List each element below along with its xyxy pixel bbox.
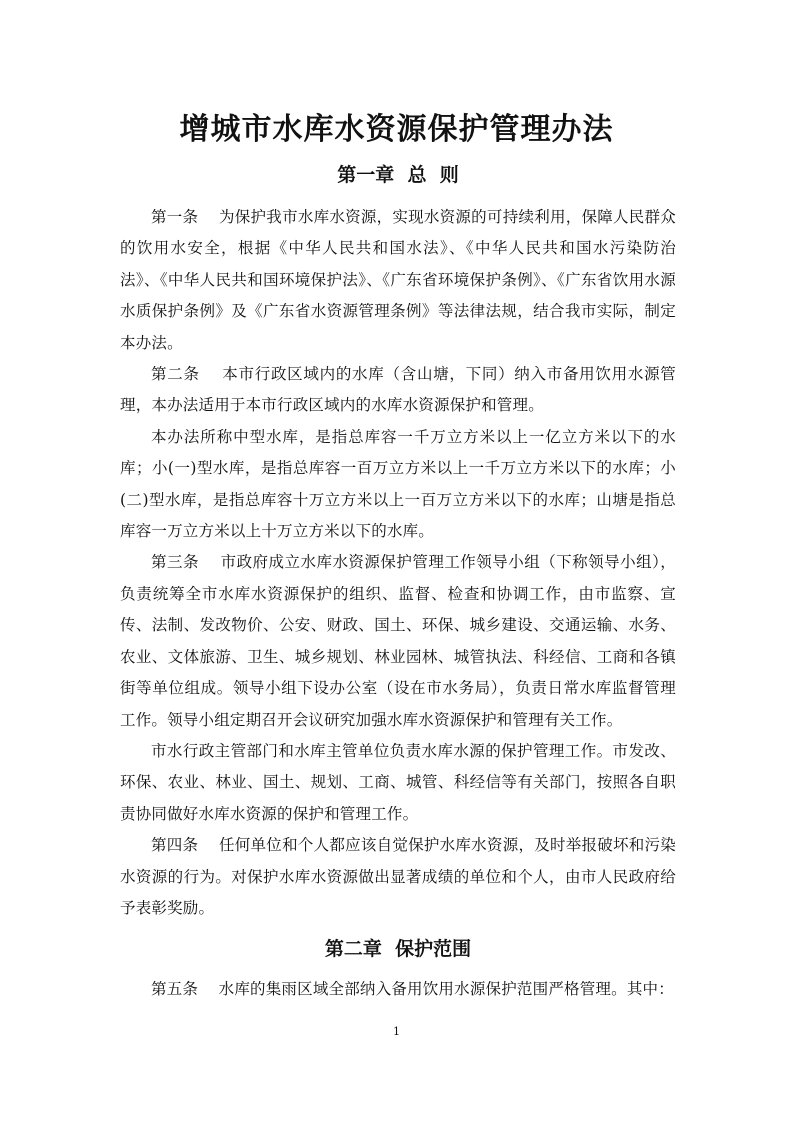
- article-4: [120, 830, 676, 924]
- article-3: [120, 547, 676, 735]
- article-5: [120, 974, 676, 1005]
- paragraph-text: 市水行政主管部门和水库主管单位负责水库水源的保护管理工作。市发改、环保、农业、林业、国土、规划、工商、城管、科经信等有关部门，按照各自职责协同做好水库水资源的保护和管理工作。: [120, 741, 676, 823]
- article-label: 第四条: [151, 836, 199, 855]
- article-text: 本市行政区域内的水库（含山塘，下同）纳入市备用饮用水源管理，本办法适用于本市行政区域内的水库水资源保护和管理。: [120, 365, 676, 415]
- chapter-heading-2: 第二章 保护范围: [324, 938, 472, 961]
- chapter-heading-1: 第一章 总 则: [337, 164, 459, 186]
- article-label: 第五条: [151, 980, 199, 999]
- article-text: 水库的集雨区域全部纳入备用饮用水源保护范围严格管理。其中：: [218, 980, 674, 999]
- article-2: [120, 359, 676, 422]
- article-text: 市政府成立水库水资源保护管理工作领导小组（下称领导小组），负责统筹全市水库水资源保护的组织、监督、检查和协调工作，由市监察、宣传、法制、发改物价、公安、财政、国土、环保、城乡建设、交通运输、水务、农业、文体旅游、卫生、城乡规划、林业园林、城管执法、科经信、工商和各镇街等单位组成。领导小组下设办公室（设在市水务局），负责日常水库监督管理工作。领导小组定期召开会议研究加强水库水资源保护和管理有关工作。: [120, 553, 676, 729]
- article-label: 第三条: [151, 553, 199, 572]
- article-label: 第一条: [151, 208, 199, 226]
- paragraph: [120, 422, 676, 548]
- article-1: [120, 202, 676, 359]
- document-body: [120, 160, 676, 1006]
- article-text: 为保护我市水库水资源，实现水资源的可持续利用，保障人民群众的饮用水安全，根据《中华人民共和国水法》、《中华人民共和国水污染防治法》、《中华人民共和国环境保护法》、《广东省环境保护条例》、《广东省饮用水源水质保护条例》及《广东省水资源管理条例》等法律法规，结合我市实际，制定本办法。: [120, 208, 676, 352]
- paragraph-text: 本办法所称中型水库，是指总库容一千万立方米以上一亿立方米以下的水库；小(一)型水库，是指总库容一百万立方米以上一千万立方米以下的水库；小(二)型水库，是指总库容十万立方米以上一百万立方米以下的水库；山塘是指总库容一万立方米以上十万立方米以下的水库。: [120, 427, 676, 541]
- article-text: 任何单位和个人都应该自觉保护水库水资源，及时举报破坏和污染水资源的行为。对保护水库水资源做出显著成绩的单位和个人，由市人民政府给予表彰奖励。: [120, 836, 676, 917]
- document-title: 增城市水库水资源保护管理办法: [179, 112, 614, 147]
- article-label: 第二条: [151, 365, 200, 384]
- paragraph: [120, 736, 676, 830]
- page-number: 1: [393, 1025, 400, 1038]
